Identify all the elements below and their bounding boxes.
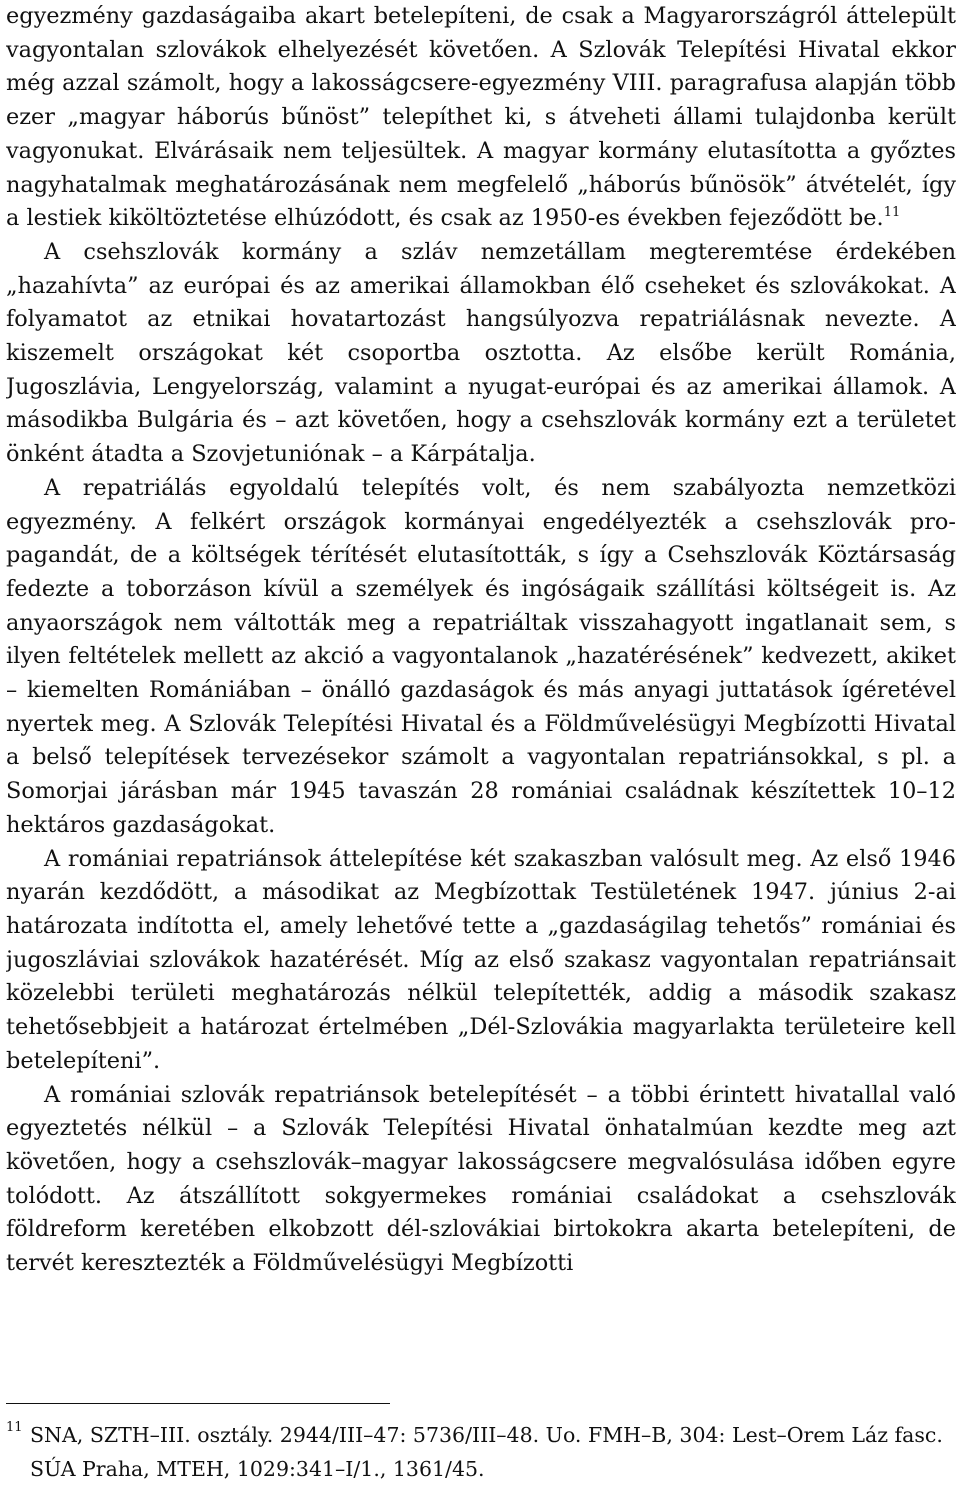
- footnote-divider: [6, 1403, 390, 1404]
- body-text: [6, 0, 956, 1380]
- document-page: [6, 0, 956, 1486]
- paragraph-5: A romániai szlovák repatriánsok betelepítését – a többi érintett hivatallal való egyeztetés nélkül – a Szlovák Telepítési Hivatal önhatalmúan kezdte meg azt követően, hogy a csehszlovák–magyar lakosságcsere megvalósulása időben egyre tolódott. Az átszállított sokgyermekes romániai családokat a csehszlovák földreform keretében elkobzott dél-szlovákiai birtokokra akarta betelepíteni, de tervét keresztezték a Földművelésügyi Megbízotti: [6, 1081, 956, 1277]
- paragraph-1-text: egyezmény gazdaságaiba akart betelepíteni, de csak a Magyarországról áttelepült vagyontalan szlovákok elhelyezését követően. A Szlovák Telepítési Hivatal ekkor még azzal számolt, hogy a lakosságcsere-egyezmény VIII. paragrafusa alapján több ezer „magyar háborús bűnöst” telepíthet ki, s átveheti állami tulajdonba került vagyonukat. Elvárásaik nem teljesültek. A magyar kormány elutasította a győztes nagyhatalmak meghatározásának nem megfelelő „háborús bűnösök” átvételét, így a lestiek kiköltöztetése elhúzódott, és csak az 1950-es években fejeződött be.: [6, 3, 956, 232]
- footnote-reference: 11: [883, 205, 901, 221]
- footnote-text: SNA, SZTH–III. osztály. 2944/III–47: 5736/III–48. Uo. FMH–B, 304: Lest–Orem Láz fasc. SÚA Praha, MTEH, 1029:341–I/1., 1361/45.: [30, 1423, 943, 1481]
- paragraph-4: A romániai repatriánsok áttelepítése két szakaszban valósult meg. Az első 1946 nyarán kezdődött, a másodikat az Megbízottak Testületének 1947. június 2-ai határozata indította el, amely lehetővé tette a „gazdaságilag tehetős” romániai és jugoszláviai szlovákok hazatérését. Míg az első szakasz vagyontalan repatriánsait közelebbi területi meghatározás nélkül telepítették, addig a második szakasz tehetősebbjeit a határozat értelmében „Dél-Szlovákia magyarlakta területeire kell betelepíteni”.: [6, 845, 956, 1074]
- footnote: [6, 1418, 956, 1486]
- paragraph-1: [6, 0, 956, 236]
- footnote-number: 11: [6, 1420, 23, 1435]
- paragraph-2: A csehszlovák kormány a szláv nemzetállam megteremtése érdekében „hazahívta” az európai és az amerikai államokban élő cseheket és szlovákokat. A folyamatot az etnikai hovatartozást hangsúlyozva repatriálásnak nevezte. A kiszemelt országokat két csoportba osztotta. Az elsőbe került Románia, Jugoszlávia, Lengyelország, valamint a nyugat-európai és az amerikai államok. A másodikba Bulgária és – azt követően, hogy a csehszlovák kormány ezt a területet önként átadta a Szovjetuniónak – a Kárpátalja.: [6, 238, 956, 468]
- paragraph-3: A repatriálás egyoldalú telepítés volt, és nem szabályozta nemzetközi egyezmény. A felkért országok kormányai engedélyezték a csehszlovák propagandát, de a költségek térítését elutasították, s így a Csehszlovák Köztársaság fedezte a toborzáson kívül a személyek és ingóságaik szállítási költségeit is. Az anyaországok nem váltották meg a repatriáltak visszahagyott ingatlanait sem, s ilyen feltételek mellett az akció a vagyontalanok „hazatérésének” kedvezett, akiket – kiemelten Romániában – önálló gazdaságok és más anyagi juttatások ígéretével nyertek meg. A Szlovák Telepítési Hivatal és a Földművelésügyi Megbízotti Hivatal a belső telepítések tervezésekor számolt a vagyontalan repatriánsokkal, s pl. a Somorjai járásban már 1945 tavaszán 28 romániai családnak készítettek 10–12 hektáros gazdaságokat.: [6, 474, 956, 838]
